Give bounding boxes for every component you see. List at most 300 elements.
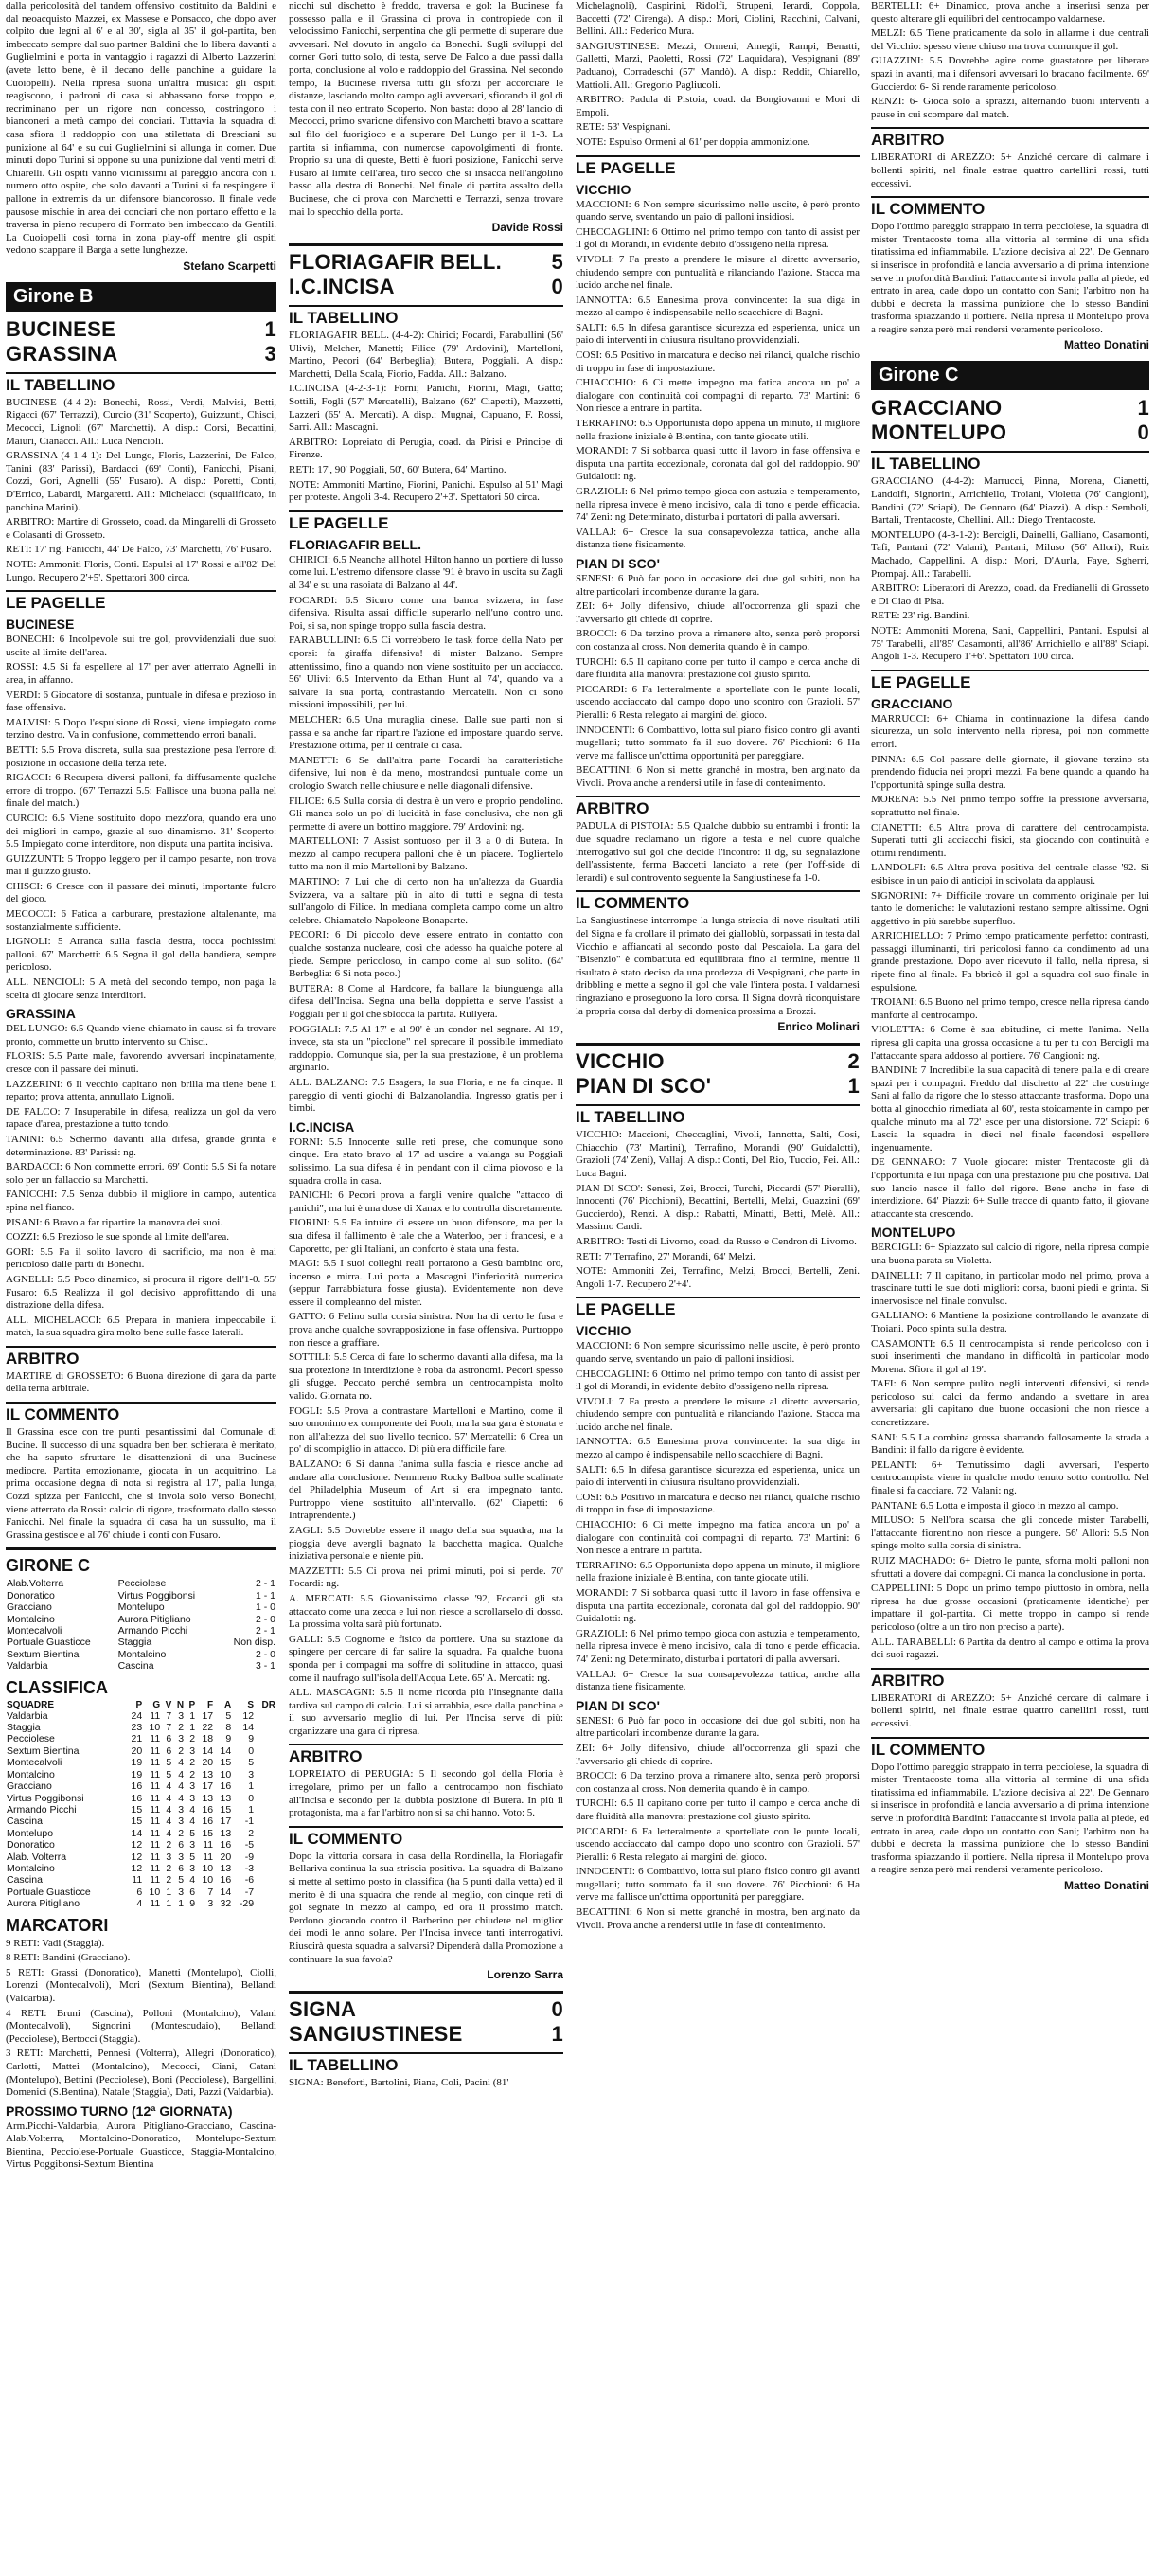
standings-cell: 14 <box>220 1744 232 1757</box>
player-rating: FOCARDI: 6.5 Sicuro come una banca svizzera, in fase difensiva. Risulta assai difficile superarlo nell'uno contro uno. Poi, si sa, non spinge troppo sulla fascia destra. <box>289 594 563 632</box>
standings-cell: 11 <box>150 1792 161 1804</box>
result-cell: Portuale Guasticce <box>7 1637 91 1649</box>
column-2 <box>289 0 563 2092</box>
standings-cell: 8 <box>225 1722 232 1734</box>
standings-cell: 2 <box>178 1722 185 1734</box>
team-heading: GRASSINA <box>6 1006 76 1022</box>
standings-cell: 5 <box>166 1757 172 1769</box>
standings-cell: 20 <box>220 1851 232 1863</box>
standings-cell: 4 <box>136 1898 143 1910</box>
standings-row <box>6 1828 276 1839</box>
standings-cell: Montecalvoli <box>7 1757 62 1769</box>
standings-cell: 1 <box>166 1898 172 1910</box>
player-rating: MARRUCCI: 6+ Chiama in continuazione la difesa dando sicurezza, un solo intervento nella ripresa, poi non commette errori. <box>871 712 1149 750</box>
standings-cell: 13 <box>202 1792 214 1804</box>
player-rating: FARABULLINI: 6.5 Ci vorrebbero le task force della Nato per oporsi: fa giraffa difensiva! di mister Balzano. Sempre attentissimo, fino a quando non viene sostituito per un acciacco. 56' Ulivi: 6.5 Intervento da Ethan Hunt al 74', quando va a salvare la sua porta, contrastando Mercatelli. Non ci sono missioni impossibili, per lui. <box>289 635 563 711</box>
standings-cell: 1 <box>248 1803 255 1816</box>
standings-cell: 11 <box>150 1874 161 1887</box>
player-rating: VIVOLI: 7 Fa presto a prendere le misure al diretto avversario, chiudendo sempre con puntualità e rilanciando l'azione. Stacca ma lucido anche nel finale. <box>576 1395 860 1433</box>
standings-cell: 4 <box>189 1816 196 1828</box>
standings-cell: -9 <box>244 1851 255 1863</box>
standings-cell: Pecciolese <box>7 1733 55 1745</box>
result-cell: Pecciolese <box>117 1578 167 1590</box>
lineup-text: NOTE: Ammoniti Martino, Fiorini, Panichi. Espulso al 51' Magi per proteste. Angoli 3-4. Recupero 2'+3'. Spettatori 50 circa. <box>289 478 563 504</box>
standings-cell: 17 <box>202 1780 214 1793</box>
lineup-text: RETE: 23' rig. Bandini. <box>871 610 970 622</box>
scorers-line: 8 RETI: Bandini (Gracciano). <box>6 1952 131 1964</box>
standings-cell: 9 <box>189 1898 196 1910</box>
article-text: dalla pericolosità del tandem offensivo costituito da Baldini e dal neoacquisto Mazzei, ex Massese e Ponsacco, che dopo aver colpito due legni al 6' e al 30', sigla al 35' il gol-partita, ben imbeccato sempre dal suo partner Baldini che lo libera davanti a Guglielmini e porta in vantaggio i ragazzi di Alberto Lazzerini (avete letto bene, è il decano delle panchine a guidare la Cuoiopelli). Nella ripresa suona un'altra musica: gli ospiti reagiscono, i padroni di casa si abbassano forse troppo e, recriminano per un rigore non concesso, costringono i bianconeri a metà campo dei conciari. Tuttavia la squadra di casa sfiora il raddoppio con una stilettata di Bresciani su punizione al 64' e su cui Guglielmini si allunga in corner. Due minuti dopo Turini si oppone su una punizione dal venti metri di Chiarelli. Gli ospiti vanno vicinissimi al pareggio ancora con il numero otto ospite, che solo davanti a Turini si fa respingere il pallone in extremis da un difensore biancorosso. Il finale vede pausose mischie in area dei conciari che non portano effetto e la traversa in pieno recupero di Formato ben imbeccato da Gentili. La Cuoiopelli così torna in zona play-off mentre gli ospiti vedono scappare il Barga a sette lunghezze. <box>6 0 276 257</box>
standings-cell: 11 <box>203 1839 214 1852</box>
standings-cell: 5 <box>166 1768 172 1780</box>
standings-col-header: V <box>165 1699 172 1710</box>
scorers-line: 5 RETI: Grassi (Donoratico), Manetti (Montelupo), Ciolli, Lorenzi (Montecalvoli), Mori (Sextum Bientina), Bellandi (Valdarbia). <box>6 1966 276 2004</box>
player-rating: RIGACCI: 6 Recupera diversi palloni, fa diffusamente qualche errore di troppo. (67' Terrazzi 5.5: Fallisce una buona palla nel finale del match.) <box>6 772 276 810</box>
standings-cell: 2 <box>166 1874 172 1887</box>
author-signature: Davide Rossi <box>491 221 563 235</box>
player-rating: CIANETTI: 6.5 Altra prova di carattere del centrocampista. Superati tutti gli acciacchi fisici, sta giocando con continuità e ottimi rendimenti. <box>871 821 1149 859</box>
lineup-text: I.C.INCISA (4-2-3-1): Forni; Panichi, Fiorini, Magi, Gatto; Sottili, Fogli (57' Mercatelli), Balzano (62' Ciapetti), Mazzetti, Lazzeri (65' A. Mercati). A disp.: Mugnai, Capuano, F. Rossi, Sarri. All.: Mascagni. <box>289 383 563 434</box>
standings-cell: 13 <box>202 1768 214 1780</box>
section-heading: ARBITRO <box>576 796 860 818</box>
standings-cell: 4 <box>189 1803 196 1816</box>
player-rating: RUIZ MACHADO: 6+ Dietro le punte, sforna molti palloni non sfruttati a dovere dai compagni. Ci manca la conclusione in porta. <box>871 1555 1149 1580</box>
standings-cell: 22 <box>202 1722 214 1734</box>
result-row <box>6 1590 276 1601</box>
standings-cell: 0 <box>248 1792 255 1804</box>
result-cell: Cascina <box>117 1660 154 1673</box>
player-rating: MAZZETTI: 5.5 Ci prova nei primi minuti, poi si perde. 70' Focardi: ng. <box>289 1565 563 1590</box>
standings-cell: 3 <box>178 1709 185 1722</box>
next-round-heading: PROSSIMO TURNO (12ª GIORNATA) <box>6 2102 233 2119</box>
standings-col-header: DR <box>261 1699 275 1710</box>
team-heading: PIAN DI SCO' <box>576 1697 660 1713</box>
standings-cell: 3 <box>178 1803 185 1816</box>
section-heading: IL COMMENTO <box>576 890 860 913</box>
standings-cell: 11 <box>150 1780 161 1793</box>
player-rating: MACCIONI: 6 Non sempre sicurissimo nelle uscite, è però pronto quando serve, sventando un paio di palloni insidiosi. <box>576 198 860 224</box>
standings-cell: Sextum Bientina <box>7 1744 80 1757</box>
standings-row <box>6 1793 276 1804</box>
standings-cell: 23 <box>131 1722 143 1734</box>
standings-table <box>6 1700 276 1910</box>
player-rating: SIGNORINI: 7+ Difficile trovare un commento originale per lui tanto le domeniche: le valutazioni restano sempre altissime. Ogni aggettivo in più sarebbe superfluo. <box>871 889 1149 927</box>
result-cell: Armando Picchi <box>117 1625 188 1637</box>
result-cell: 2 - 0 <box>255 1648 275 1660</box>
standings-row <box>6 1780 276 1792</box>
player-rating: IANNOTTA: 6.5 Ennesima prova convincente: la sua diga in mezzo al campo è indispensabile nello scacchiere di Bagni. <box>576 294 860 319</box>
result-row <box>6 1614 276 1625</box>
standings-cell: Virtus Poggibonsi <box>7 1792 84 1804</box>
section-heading: ARBITRO <box>871 127 1149 150</box>
team-heading: VICCHIO <box>576 1323 631 1339</box>
column-1 <box>6 0 276 2174</box>
standings-cell: 4 <box>166 1827 172 1839</box>
standings-cell: 1 <box>248 1780 255 1793</box>
lineup-text: RETE: 53' Vespignani. <box>576 121 671 134</box>
player-rating: IANNOTTA: 6.5 Ennesima prova convincente: la sua diga in mezzo al campo è indispensabile nello scacchiere di Bagni. <box>576 1436 860 1461</box>
player-rating: FIORINI: 5.5 Fa intuire di essere un buon difensore, ma per la sua difesa il fallimento è tale che a Waterloo, per i francesi, e a Caporetto, per gli Italiani, un conforto è stata una festa. <box>289 1217 563 1255</box>
lineup-text: ARBITRO: Martire di Grosseto, coad. da Mingarelli di Grosseto e Colasanti di Grosseto. <box>6 516 276 541</box>
standings-header-row <box>6 1700 276 1710</box>
standings-row <box>6 1839 276 1851</box>
standings-cell: 16 <box>131 1780 143 1793</box>
player-rating: CURCIO: 6.5 Viene sostituito dopo mezz'ora, quando era uno dei migliori in campo, grazie al suo dinamismo. 31' Scoperto: 5.5 Impiegato come interditore, non disputa una partita incisiva. <box>6 812 276 850</box>
result-row <box>6 1649 276 1660</box>
standings-row <box>6 1816 276 1827</box>
standings-row <box>6 1887 276 1898</box>
standings-cell: 19 <box>131 1757 143 1769</box>
result-row <box>6 1578 276 1589</box>
referee-text: LOPREIATO di PERUGIA: 5 Il secondo gol della Floria è irregolare, primo per un fallo a centrocampo non fischiato all'Incisa e secondo per la dubbia posizione di Butera. In più il protagonista, ma a far l'arbitro non si sa chi hanno. Voto: 5. <box>289 1768 563 1819</box>
section-heading: LE PAGELLE <box>6 590 276 613</box>
lineup-text: NOTE: Ammoniti Floris, Conti. Espulsi al 17' Rossi e all'82' Del Lungo. Recupero 2'+5'. Spettatori 300 circa. <box>6 559 276 583</box>
match-away: SANGIUSTINESE 1 <box>289 2022 563 2047</box>
standings-cell: 3 <box>178 1886 185 1898</box>
standings-cell: 7 <box>207 1886 214 1898</box>
referee-text: LIBERATORI di AREZZO: 5+ Anziché cercare di calmare i bollenti spiriti, nel finale estrae quattro cartellini rossi, tutti eccessivi. <box>871 152 1149 189</box>
standings-cell: 3 <box>178 1733 185 1745</box>
standings-cell: 18 <box>202 1733 214 1745</box>
standings-row <box>6 1863 276 1874</box>
standings-cell: 5 <box>248 1757 255 1769</box>
player-rating: VERDI: 6 Giocatore di sostanza, puntuale in difesa e prezioso in fase offensiva. <box>6 689 276 714</box>
lineup-text: RETI: 17' rig. Fanicchi, 44' De Falco, 73' Marchetti, 76' Fusaro. <box>6 544 272 556</box>
player-rating: MANETTI: 6 Se dall'altra parte Focardi ha caratteristiche difensive, lui non è da meno, mostrandosi puntuale come un orologio Swatch nelle chiusure e nelle diagonali difensive. <box>289 754 563 792</box>
result-cell: Valdarbia <box>7 1660 48 1673</box>
standings-cell: 12 <box>131 1839 143 1852</box>
author-signature: Lorenzo Sarra <box>487 1968 563 1982</box>
section-heading: IL COMMENTO <box>871 1737 1149 1760</box>
standings-cell: 6 <box>166 1744 172 1757</box>
standings-cell: 4 <box>189 1874 196 1887</box>
standings-cell: Armando Picchi <box>7 1803 77 1816</box>
player-rating: CHECCAGLINI: 6 Ottimo nel primo tempo con tanto di assist per il gol di Morandi, in evidente debito d'ossigeno nella ripresa. <box>576 225 860 251</box>
standings-cell: 10 <box>202 1862 214 1874</box>
standings-cell: 2 <box>189 1757 196 1769</box>
player-rating: MECOCCI: 6 Fatica a carburare, prestazione altalenante, ma sostanzialmente sufficiente. <box>6 908 276 933</box>
player-rating: TROIANI: 6.5 Buono nel primo tempo, cresce nella ripresa dando manforte al centrocampo. <box>871 996 1149 1021</box>
player-rating: MORANDI: 7 Si sobbarca quasi tutto il lavoro in fase offensiva e disputa una partita eccezionale, coronata dal gol del raddoppio. 90' Guidalotti: ng. <box>576 1587 860 1625</box>
standings-cell: 3 <box>207 1898 214 1910</box>
standings-cell: 6 <box>136 1886 143 1898</box>
scorers-line: 4 RETI: Bruni (Cascina), Polloni (Montalcino), Valani (Montecalvoli), Signorini (Montescudaio), Bellandi (Pecciolese), Bertocci (Staggia). <box>6 2007 276 2045</box>
player-rating: INNOCENTI: 6 Combattivo, lotta sul piano fisico contro gli avanti mugellani; tutto sommato fa il suo dovere. 76' Picchioni: 6 Ha verve ma fallisce un'ottima opportunità per pareggiare. <box>576 724 860 761</box>
standings-cell: Staggia <box>7 1722 41 1734</box>
player-rating: BALZANO: 6 Si danna l'anima sulla fascia e riesce anche ad andare alla conclusione. Nemmeno Rocky Balboa sulle scalinate del Philadelphia Museum of Art si era impegnato tanto. Purtroppo viene sostituito all'intervallo. (62' Ciapetti: 6 Intraprendente.) <box>289 1458 563 1522</box>
result-cell: 1 - 0 <box>255 1601 275 1614</box>
player-rating: GUIZZUNTI: 5 Troppo leggero per il campo pesante, non trova mai il guizzo giusto. <box>6 852 276 878</box>
player-rating: RENZI: 6- Gioca solo a sprazzi, alternando buoni interventi a pause in cui scompare dal match. <box>871 96 1149 120</box>
girone-header: Girone B <box>6 282 276 312</box>
standings-cell: Valdarbia <box>7 1709 48 1722</box>
standings-cell: 24 <box>131 1709 143 1722</box>
standings-cell: 11 <box>150 1803 161 1816</box>
standings-cell: -29 <box>239 1898 255 1910</box>
player-rating: VALLAJ: 6+ Cresce la sua consapevolezza tattica, anche alla distanza tiene fisicamente. <box>576 526 860 551</box>
standings-col-header: G <box>152 1699 161 1710</box>
standings-cell: 4 <box>178 1768 185 1780</box>
result-cell: Montecalvoli <box>7 1625 62 1637</box>
player-rating: FOGLI: 5.5 Prova a contrastare Martelloni e Martino, come il suo omonimo ex componente dei Pooh, ma la sua gara è stonata e non all'altezza del suo livello tecnico. 57' Mercatelli: 6 Crea un po' di scompiglio in attacco. Di più era difficile fare. <box>289 1404 563 1456</box>
lineup-text: GRACCIANO (4-4-2): Marrucci, Pinna, Morena, Cianetti, Landolfi, Signorini, Arrichiello, Troiani, Violetta (76' Cangioni), Bandini (72' Sciapi), De Gennaro (64' Piazzi). A disp.: Semboli, Bartali, Trentacoste, Chellini. All.: Diego Trentacoste. <box>871 475 1149 527</box>
standings-cell: 14 <box>242 1722 255 1734</box>
player-rating: MARTINO: 7 Lui che di certo non ha un'altezza da Guardia Svizzera, va a saltare più in alto di tutti e segna di testa sull'angolo di Filice. In mediana completa campo come un altro celebre. Chiamatelo Napoleone Bonaparte. <box>289 876 563 926</box>
referee-text: MARTIRE di GROSSETO: 6 Buona direzione di gara da parte della terna arbitrale. <box>6 1369 276 1395</box>
player-rating: CHIRICI: 6.5 Neanche all'hotel Hilton hanno un portiere di lusso come lui. L'estremo difensore classe '91 è bravo in uscita su Zagli al 34' e su una rasoiata di Balzano al 44'. <box>289 553 563 591</box>
player-rating: SANI: 5.5 La combina grossa sbarrando fallosamente la strada a Bandini: il fallo da rigore è evidente. <box>871 1431 1149 1457</box>
standings-cell: Portuale Guasticce <box>7 1886 91 1898</box>
standings-cell: 15 <box>131 1816 143 1828</box>
standings-cell: 3 <box>166 1851 172 1863</box>
player-rating: CASAMONTI: 6.5 Il centrocampista si rende pericoloso con i suoi inserimenti che mandano in difficoltà in particolar modo Morena. Sfiora il gol al 19'. <box>871 1337 1149 1375</box>
standings-cell: 1 <box>166 1886 172 1898</box>
player-rating: AGNELLI: 5.5 Poco dinamico, si procura il rigore dell'1-0. 55' Fusaro: 6.5 Realizza il gol decisivo approfittando di una distrazione della difesa. <box>6 1273 276 1312</box>
referee-text: PADULA di PISTOIA: 5.5 Qualche dubbio su entrambi i fronti: la due squadre reclamano un rigore a testa e nel cuore qualche interrogativo sul gol che decide l'incontro: il dg, su segnalazione dell'assistente, ferma Baccetti lanciato a rete (per l'off-side di Ierardi) e sul controvento seguente la Sangiustinese fa 1-0. <box>576 820 860 884</box>
result-cell: 2 - 1 <box>255 1578 275 1590</box>
standings-cell: 4 <box>166 1780 172 1793</box>
result-cell: Virtus Poggibonsi <box>117 1589 196 1601</box>
player-rating: DAINELLI: 7 Il capitano, in particolar modo nel primo, prova a trascinare tutti le sue doti migliori: corsa, buoni piedi e grinta. Si innervosisce nel finale convulso. <box>871 1269 1149 1307</box>
player-rating: MORANDI: 7 Si sobbarca quasi tutto il lavoro in fase offensiva e disputa una partita eccezionale, coronata dal gol del raddoppio. 90' Guidalotti: ng. <box>576 445 860 483</box>
standings-row <box>6 1898 276 1909</box>
standings-cell: 11 <box>132 1874 143 1887</box>
standings-cell: -3 <box>244 1862 255 1874</box>
section-heading: ARBITRO <box>871 1668 1149 1690</box>
result-row <box>6 1637 276 1648</box>
standings-cell: 12 <box>131 1851 143 1863</box>
player-rating: ALL. BALZANO: 7.5 Esagera, la sua Floria, e ne fa cinque. Il pareggio di venti giochi di Balzanolandia. Ingresso gratis per i bimbi. <box>289 1076 563 1115</box>
standings-cell: 16 <box>220 1839 232 1852</box>
player-rating: SENESI: 6 Può far poco in occasione dei due gol subiti, non ha altre particolari incombenze durante la gara. <box>576 572 860 598</box>
player-rating: COSI: 6.5 Positivo in marcatura e deciso nei rilanci, qualche rischio di troppo in fase di impostazione. <box>576 349 860 374</box>
section-heading: LE PAGELLE <box>289 510 563 533</box>
standings-cell: 3 <box>178 1851 185 1863</box>
result-cell: Montelupo <box>117 1601 165 1614</box>
standings-cell: 14 <box>202 1744 214 1757</box>
standings-cell: 13 <box>220 1862 232 1874</box>
player-rating: TURCHI: 6.5 Il capitano corre per tutto il campo e cerca anche di dare fluidità alla manovra: prestazione col giusto spirito. <box>576 655 860 681</box>
standings-cell: 11 <box>150 1709 161 1722</box>
match-away: GRASSINA 3 <box>6 341 276 366</box>
result-cell: 2 - 1 <box>255 1625 275 1637</box>
player-rating: POGGIALI: 7.5 Al 17' e al 90' è un condor nel segnare. Al 19', invece, sta sta un "picclone" nel sprecare il possibile immediato raddoppio. Comunque sia, per la sua prestazione, è un problema arginarlo. <box>289 1023 563 1074</box>
standings-cell: 2 <box>178 1744 185 1757</box>
result-cell: Donoratico <box>7 1589 55 1601</box>
standings-cell: Alab. Volterra <box>7 1851 67 1863</box>
player-rating: LIGNOLI: 5 Arranca sulla fascia destra, tocca pochissimi palloni. 67' Marchetti: 6.5 Segna il gol della bandiera, sempre pericoloso. <box>6 936 276 974</box>
player-rating: INNOCENTI: 6 Combattivo, lotta sul piano fisico contro gli avanti mugellani; tutto sommato fa il suo dovere. 76' Picchioni: 6 Ha verve ma fallisce un'ottima opportunità per pareggiare. <box>576 1866 860 1904</box>
player-rating: ALL. TARABELLI: 6 Partita da dentro al campo e ottima la prova dei suoi ragazzi. <box>871 1636 1149 1661</box>
lineup-text: ARBITRO: Liberatori di Arezzo, coad. da Fredianelli di Grosseto e Di Ciao di Pisa. <box>871 582 1149 607</box>
player-rating: PINNA: 6.5 Col passare delle giornate, il giovane terzino sta prendendo fiducia nei propri mezzi. Fa bene quando a quando ha l'opportunità spinge sulla destra. <box>871 753 1149 791</box>
standings-col-header: P <box>188 1699 196 1710</box>
standings-cell: -7 <box>244 1886 255 1898</box>
standings-cell: 21 <box>131 1733 143 1745</box>
player-rating: ROSSI: 4.5 Si fa espellere al 17' per aver atterrato Agnelli in area, in affanno. <box>6 661 276 686</box>
standings-cell: 9 <box>248 1733 255 1745</box>
lineup-text: RETI: 7' Terrafino, 27' Morandi, 64' Melzi. <box>576 1250 755 1262</box>
result-row <box>6 1625 276 1637</box>
scorers-line: 9 RETI: Vadi (Staggia). <box>6 1937 105 1949</box>
result-cell: 2 - 0 <box>255 1613 275 1625</box>
player-rating: FILICE: 6.5 Sulla corsia di destra è un vero e proprio pendolino. Gli manca solo un po' di lucidità in fase conclusiva, che non gli permette di avere un bottino maggiore. 79' Ardovini: ng. <box>289 795 563 832</box>
standings-cell: 11 <box>150 1733 161 1745</box>
standings-row <box>6 1745 276 1757</box>
result-cell: Montalcino <box>117 1648 167 1660</box>
column-4 <box>871 0 1149 1902</box>
player-rating: GORI: 5.5 Fa il solito lavoro di sacrificio, ma non è mai pericoloso dalle parti di Bonechi. <box>6 1245 276 1271</box>
standings-cell: 32 <box>220 1898 232 1910</box>
standings-heading: CLASSIFICA <box>6 1677 108 1697</box>
standings-cell: 16 <box>202 1816 214 1828</box>
player-rating: DE GENNARO: 7 Vuole giocare: mister Trentacoste gli dà l'opportunità e lui ripaga con una prestazione più che positiva. Dal suo lancio nasce il fallo del rigore. Bene anche in fase di interdizione. 64' Piazzi: 6+ Sulle tracce di quanto fatto, il giovane attaccante sta crescendo. <box>871 1156 1149 1220</box>
lineup-text: Michelagnoli), Caspirini, Ridolfi, Strupeni, Ierardi, Coppola, Baccetti (72' Cirenga). A disp.: Mori, Ciolini, Racchini, Calvani, Bellini. All.: Federico Mura. <box>576 0 860 38</box>
standings-cell: 4 <box>178 1757 185 1769</box>
team-heading: MONTELUPO <box>871 1225 956 1241</box>
comment-text: Dopo l'ottimo pareggio strappato in terra pecciolese, la squadra di mister Trentacoste torna alla vittoria al termine di una sfida tiratissima ed infiammabile. L'azione decisiva al 22'. De Gennaro si inserisce in profondità e lancia avversario a di prima intenzione serve in profondità Bandini: l'attaccante si invola palla al piede, ed entrato in area, cade dopo un contatto con Sani; l'arbitro non ha dubbi e decreta la massima punizione che lo stesso Bandini trasforma spiazzando il portiere. Nella ripresa il Montelupo prova a reagire senza però mai rendersi veramente pericoloso. <box>871 1761 1149 1876</box>
standings-cell: 4 <box>166 1792 172 1804</box>
player-rating: A. MERCATI: 5.5 Giovanissimo classe '92, Focardi gli sta attaccato come una zecca e lui non riesce a scrollarselo di dosso. La prossima volta sarà più fortunato. <box>289 1592 563 1631</box>
player-rating: ALL. NENCIOLI: 5 A metà del secondo tempo, non paga la scelta di giocare senza interditori. <box>6 976 276 1001</box>
player-rating: CAPPELLINI: 5 Dopo un primo tempo piuttosto in ombra, nella ripresa ha due grosse occasioni (praticamente identiche) per impattare il gol-partita. Ci mette troppo in campo si rende pericoloso (oltre a un tiro non preciso a parte). <box>871 1583 1149 1633</box>
girone-header: Girone C <box>871 361 1149 390</box>
author-signature: Enrico Molinari <box>777 1020 860 1034</box>
player-rating: MACCIONI: 6 Non sempre sicurissimo nelle uscite, è però pronto quando serve, sventando un paio di palloni insidiosi. <box>576 1340 860 1365</box>
section-heading: LE PAGELLE <box>576 155 860 178</box>
comment-text: Dopo la vittoria corsara in casa della Rondinella, la Floriagafir Bellariva continua la sua striscia positiva. La squadra di Balzano si mette al settimo posto in classifica (ha 5 punti dalla vetta) ed il merito è di una squadra che rende al meglio, con cinque reti di gol segnate in mezzo ai campo, ed ora il prossimo match. Perdono giocando contro il Barberino per chiudere nel miglior dei modi le anno solare. Per l'Incisa invece tanti interrogativi. Riuscirà questa squadra a salvarsi? Dipenderà dalla Promozione a continuare la sua favola? <box>289 1850 563 1965</box>
standings-cell: 1 <box>178 1898 185 1910</box>
player-rating: VALLAJ: 6+ Cresce la sua consapevolezza tattica, anche alla distanza tiene fisicamente. <box>576 1668 860 1693</box>
player-rating: DEL LUNGO: 6.5 Quando viene chiamato in causa si fa trovare pronto, commette un brutto intervento su Chisci. <box>6 1023 276 1047</box>
comment-text: Il Grassina esce con tre punti pesantissimi dal Comunale di Bucine. Il successo di una squadra ben ben schierata è meritato, che ha saputo sfruttare le disattenzioni di una Bucinese mediocre. Partita emozionante, giocata in un acquitrino. La prima occasione degna di nota si registra al 17', palla lunga, Cozzi spizza per Fanicchi, che si invola solo verso Bonechi, viene atterrato da Rossi: calcio di rigore, trasformato dallo stesso Fanicchi. Nel finale la squadra di casa ha un sussulto, ma il Grassina gestisce e al 76' chiude i conti con Fusaro. <box>6 1426 276 1541</box>
standings-cell: 4 <box>166 1816 172 1828</box>
standings-cell: 5 <box>189 1827 196 1839</box>
result-cell: Sextum Bientina <box>7 1648 80 1660</box>
player-rating: GATTO: 6 Felino sulla corsia sinistra. Non ha di certo le fusa e prova anche qualche sovrapposizione in fase offensiva. Purtroppo non riesce a graffiare. <box>289 1311 563 1349</box>
standings-cell: 2 <box>189 1733 196 1745</box>
standings-cell: 16 <box>220 1874 232 1887</box>
standings-cell: 10 <box>220 1768 232 1780</box>
standings-cell: 11 <box>203 1851 214 1863</box>
player-rating: TERRAFINO: 6.5 Opportunista dopo appena un minuto, il migliore nella frazione iniziale è Bientina, con tante giocate utili. <box>576 418 860 442</box>
article-text: nicchi sul dischetto è freddo, traversa e gol: la Bucinese fa possesso palla e il Grassina ci prova in contropiede con il velocissimo Fanicchi, serpentina che gli permette di superare due avversari. Nel dovuto in angolo da Bonechi. Sugli sviluppi del corner Gori tutto solo, di testa, serve De Falco a due passi dalla porta, conclusione al volo e raddoppio del Grassina. Nel secondo tempo, la Bucinese riversa tutti gli sforzi per accorciare le distanze, lasciando molto campo agli avversari, sfiorando il gol di testa con il neo entrato Scoperto. Non basta: dopo al 28' lancio di Mecocci, primo svarione difensivo con Marchetti bravo a scattare sul filo del fuorigioco e a superare Del Lungo per il 1-3. La partita si infiamma, con numerose capovolgimenti di fronte. Proprio su una di queste, Betti è fuori posizione, Fanicchi serve Fusaro al limite dell'area, tiro secco che si insacca nell'angolino basso alla destra di Bonechi. Nel finale di partita assalto della Bucinese, che ci prova con Marchetti e Terrazzi, senza trovare mai lo specchio della porta. <box>289 0 563 218</box>
player-rating: PELANTI: 6+ Temutissimo dagli avversari, l'esperto centrocampista viene in qualche modo tenuto sotto controllo. Nel finale si fa cacciare. 72' Valani: ng. <box>871 1458 1149 1497</box>
result-cell: Non disp. <box>233 1637 275 1649</box>
player-rating: MARTELLONI: 7 Assist sontuoso per il 3 a 0 di Butera. In mezzo al campo recupera palloni che è un piacere. Togliertelo tutto ma non il mio Martelloni by Balzano. <box>289 835 563 873</box>
standings-row <box>6 1769 276 1780</box>
standings-cell: 2 <box>178 1827 185 1839</box>
result-cell: Staggia <box>117 1637 152 1649</box>
lineup-text: ARBITRO: Padula di Pistoia, coad. da Bongiovanni e Mori di Empoli. <box>576 94 860 118</box>
standings-col-header: SQUADRE <box>7 1699 55 1710</box>
author-signature: Matteo Donatini <box>1064 1878 1149 1892</box>
standings-cell: 1 <box>189 1709 196 1722</box>
section-heading: IL COMMENTO <box>6 1402 276 1424</box>
standings-row <box>6 1733 276 1744</box>
results-heading: GIRONE C <box>6 1556 91 1576</box>
match-away: I.C.INCISA 0 <box>289 275 563 299</box>
team-heading: PIAN DI SCO' <box>576 555 660 571</box>
standings-cell: 2 <box>166 1839 172 1852</box>
standings-cell: -5 <box>244 1839 255 1852</box>
standings-cell: 11 <box>150 1851 161 1863</box>
standings-cell: Donoratico <box>7 1839 55 1852</box>
standings-cell: 11 <box>150 1757 161 1769</box>
standings-cell: 11 <box>150 1839 161 1852</box>
player-rating: MAGI: 5.5 I suoi colleghi reali portarono a Gesù bambino oro, incenso e mirra. Lui porta a Mascagni l'inferiorità numerica (seppur l'arrabbiatura fosse giusta). Evidentemente non deve essere il compleanno del mister. <box>289 1258 563 1308</box>
standings-cell: 12 <box>242 1709 255 1722</box>
player-rating: CHECCAGLINI: 6 Ottimo nel primo tempo con tanto di assist per il gol di Morandi, in evidente debito d'ossigeno nella ripresa. <box>576 1368 860 1393</box>
column-3 <box>576 0 860 1934</box>
player-rating: GALLI: 5.5 Cognome e fisico da portiere. Una su stazione da spingere per cercare di far salire la squadra. Fa qualche buona sponda per i compagni ma soffre di solitudine in attacco, quasi come il naufrago sull'isola dell'Acqua Lete. 65' A. Mercati: ng. <box>289 1633 563 1684</box>
standings-cell: 13 <box>220 1827 232 1839</box>
player-rating: MELZI: 6.5 Tiene praticamente da solo in allarme i due centrali del Vicchio: spesso viene chiuso ma trova comunque il gol. <box>871 27 1149 52</box>
player-rating: BONECHI: 6 Incolpevole sui tre gol, provvidenziali due suoi uscite al limite dell'area. <box>6 634 276 658</box>
lineup-text: NOTE: Espulso Ormeni al 61' per doppia ammonizione. <box>576 135 810 148</box>
section-heading: IL TABELLINO <box>6 372 276 395</box>
standings-cell: 11 <box>150 1898 161 1910</box>
match-home: SIGNA 0 <box>289 1997 563 2022</box>
player-rating: SALTI: 6.5 In difesa garantisce sicurezza ed esperienza, unica un paio di interventi in chiusura risultano provvidenziali. <box>576 1463 860 1489</box>
player-rating: VIOLETTA: 6 Come è sua abitudine, ci mette l'anima. Nella ripresa gli capita una grossa occasione a tu per tu con Bercigli ma l'attaccante spara addosso al portiere. 76' Cangioni: ng. <box>871 1024 1149 1062</box>
result-row <box>6 1601 276 1613</box>
player-rating: MELCHER: 6.5 Una muraglia cinese. Dalle sue parti non si passa e sa anche far ripartire l'azione ed impostare quando serve. Prestazione ottima, per il centrale di casa. <box>289 713 563 752</box>
player-rating: BECATTINI: 6 Non si mette granché in mostra, ben arginato da Vivoli. Prova anche a rendersi utile in fase di contenimento. <box>576 1906 860 1931</box>
standings-cell: 11 <box>150 1816 161 1828</box>
player-rating: BROCCI: 6 Da terzino prova a rimanere alto, senza però proporsi con costanza al cross. Non demerita quando è in campo. <box>576 1770 860 1795</box>
standings-cell: 3 <box>178 1816 185 1828</box>
result-cell: Gracciano <box>7 1601 52 1614</box>
lineup-text: RETI: 17', 90' Poggiali, 50', 60' Butera, 64' Martino. <box>289 464 506 476</box>
standings-cell: 7 <box>166 1709 172 1722</box>
standings-cell: 16 <box>202 1803 214 1816</box>
result-cell: 3 - 1 <box>255 1660 275 1673</box>
player-rating: PICCARDI: 6 Fa letteralmente a sportellate con le punte locali, uscendo acciaccato dal campo dopo uno scontro con Grazioli. 57' Pieralli: 6 Resta relegato ai margini del gioco. <box>576 683 860 721</box>
standings-row <box>6 1852 276 1863</box>
author-signature: Stefano Scarpetti <box>183 259 276 273</box>
standings-row <box>6 1722 276 1733</box>
standings-cell: 15 <box>220 1803 232 1816</box>
standings-cell: 6 <box>178 1839 185 1852</box>
standings-cell: 16 <box>131 1792 143 1804</box>
match-home: BUCINESE 1 <box>6 316 276 341</box>
player-rating: LANDOLFI: 6.5 Altra prova positiva del centrale classe '92. Si esibisce in un paio di anticipi in scivolata da applausi. <box>871 862 1149 886</box>
lineup-text: FLORIAGAFIR BELL. (4-4-2): Chirici; Focardi, Farabullini (56' Ulivi), Melcher, Manetti; Filice (79' Ardovini), Martelloni, Martino, Pecori (64' Berbeglia); Butera, Poggiali. A disp.: Marchetti, Della Scala, Fiorio, Fadda. All.: Balzano. <box>289 330 563 380</box>
lineup-text: ARBITRO: Testi di Livorno, coad. da Russo e Cendron di Livorno. <box>576 1235 857 1247</box>
player-rating: BECATTINI: 6 Non si mette granché in mostra, ben arginato da Vivoli. Prova anche a rendersi utile in fase di contenimento. <box>576 764 860 789</box>
standings-cell: Cascina <box>7 1874 43 1887</box>
player-rating: COZZI: 6.5 Prezioso le sue sponde al limite dell'area. <box>6 1231 229 1243</box>
standings-cell: 12 <box>131 1862 143 1874</box>
player-rating: PISANI: 6 Bravo a far ripartire la manovra dei suoi. <box>6 1216 223 1228</box>
standings-cell: 11 <box>150 1827 161 1839</box>
player-rating: TANINI: 6.5 Schermo davanti alla difesa, grande grinta e determinazione. 83' Parissi: ng. <box>6 1133 276 1158</box>
player-rating: GALLIANO: 6 Mantiene la posizione controllando le avanzate di Troiani. Poco spinta sulla destra. <box>871 1310 1149 1334</box>
player-rating: CHIACCHIO: 6 Ci mette impegno ma fatica ancora un po' a dialogare con continuità coi compagni di reparto. 73' Martini: 6 Non riesce a entrare in partita. <box>576 1519 860 1557</box>
standings-cell: 4 <box>178 1780 185 1793</box>
player-rating: MALVISI: 5 Dopo l'espulsione di Rossi, viene impiegato come terzino destro. Va in confusione, commettendo errori banali. <box>6 716 276 742</box>
player-rating: SOTTILI: 5.5 Cerca di fare lo schermo davanti alla difesa, ma la sua protezione in interdizione è roba da astronomi. Pecori spesso gli sfugge. Peccato perché sembra un centrocampista molto valido. Giornata no. <box>289 1351 563 1403</box>
player-rating: ZAGLI: 5.5 Dovrebbe essere il mago della sua squadra, ma la pioggia deve avergli bagnato la bacchetta magica. Qualche iniziativa personale e niente più. <box>289 1524 563 1563</box>
standings-cell: Gracciano <box>7 1780 52 1793</box>
section-heading: IL COMMENTO <box>289 1826 563 1849</box>
team-heading: GRACCIANO <box>871 695 953 711</box>
standings-row <box>6 1804 276 1816</box>
standings-cell: Montalcino <box>7 1768 55 1780</box>
standings-cell: 6 <box>178 1862 185 1874</box>
standings-row <box>6 1874 276 1886</box>
